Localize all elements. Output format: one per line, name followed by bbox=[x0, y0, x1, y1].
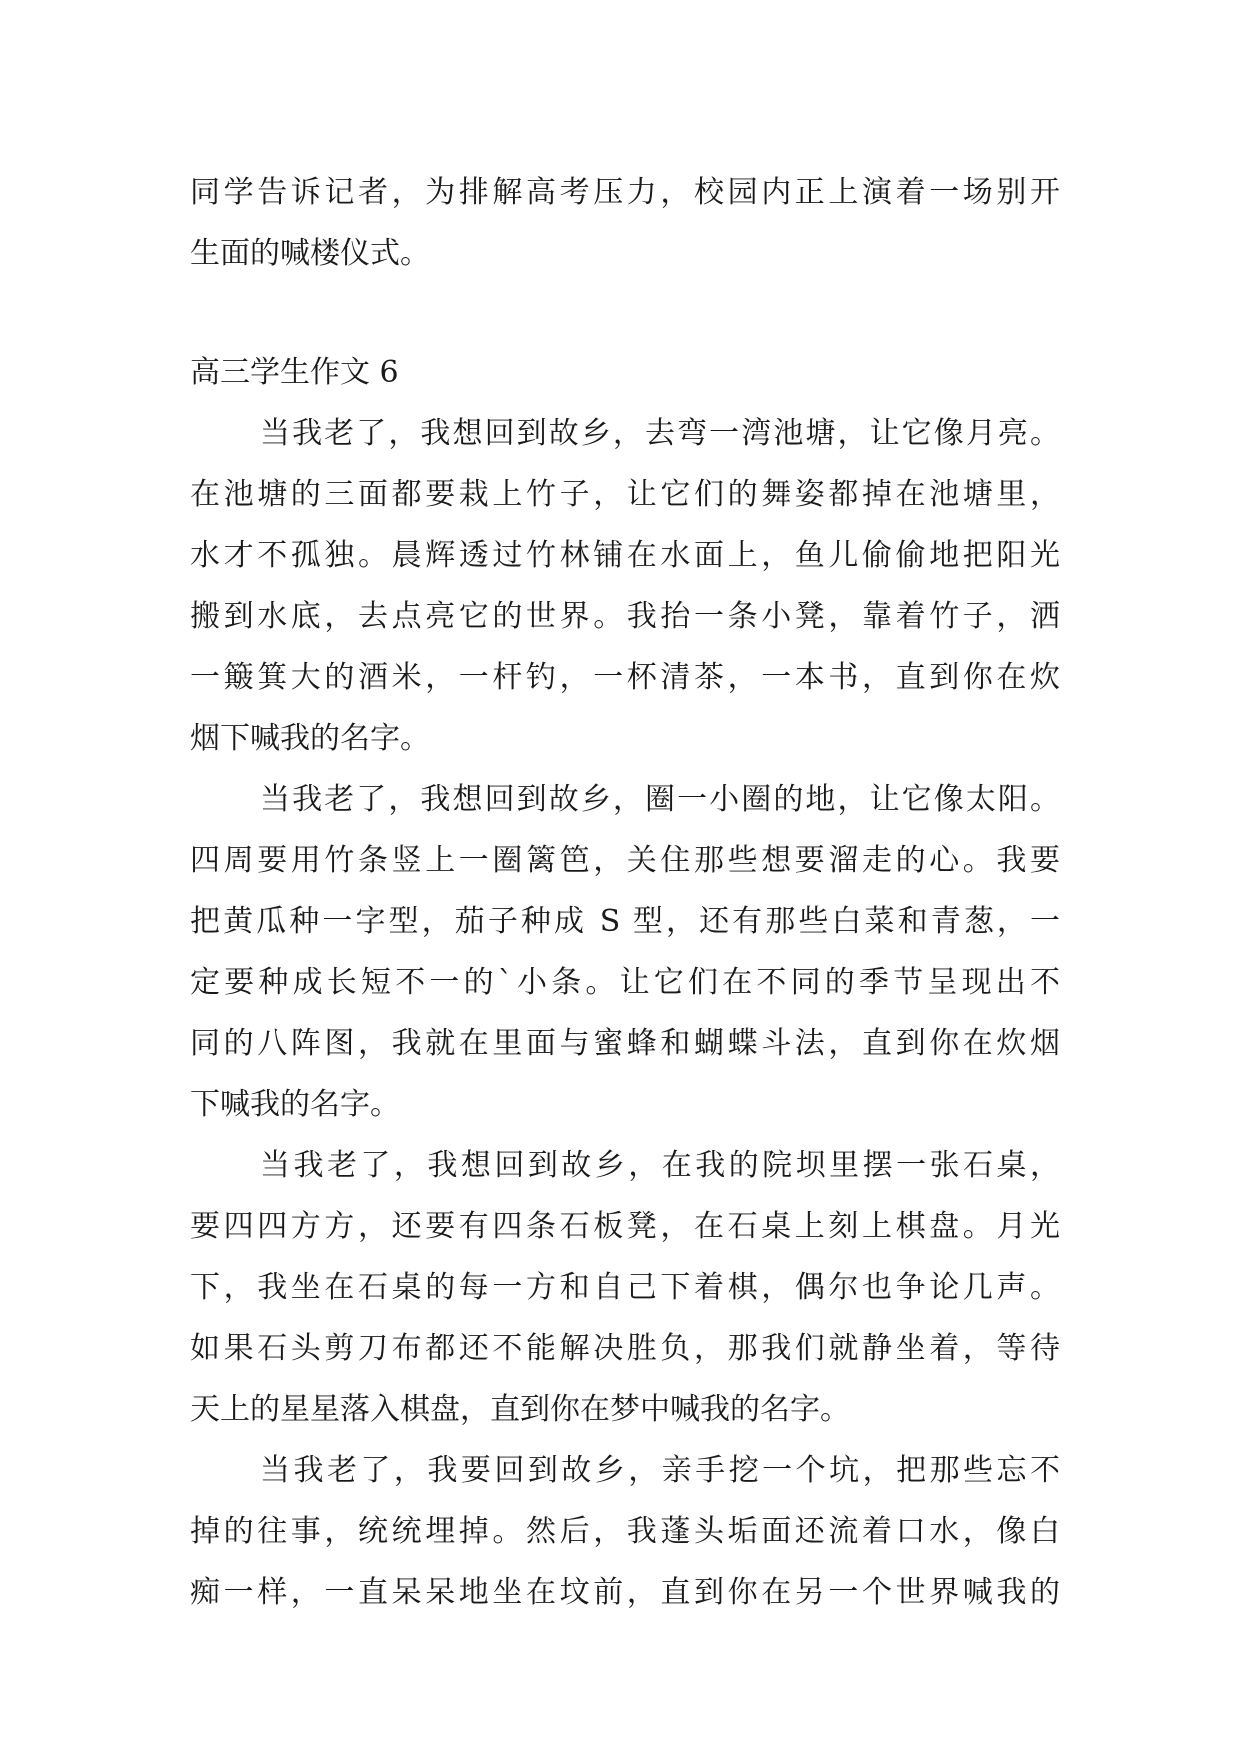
text-line: 把黄瓜种一字型，茄子种成 S 型，还有那些白菜和青葱，一 bbox=[190, 904, 1060, 939]
text-line: 四周要用竹条竖上一圈篱笆，关住那些想要溜走的心。我要 bbox=[190, 843, 1060, 878]
paragraph bbox=[190, 769, 1060, 1135]
paragraph bbox=[190, 1135, 1060, 1440]
paragraph-gap bbox=[190, 284, 1060, 342]
text-line: 痴一样，一直呆呆地坐在坟前，直到你在另一个世界喊我的 bbox=[190, 1575, 1060, 1610]
text-line: 烟下喊我的名字。 bbox=[190, 721, 430, 756]
text-line: 当我老了，我想回到故乡，圈一小圈的地，让它像太阳。 bbox=[260, 782, 1060, 817]
text-line: 当我老了，我想回到故乡，在我的院坝里摆一张石桌， bbox=[260, 1148, 1060, 1183]
paragraph bbox=[190, 403, 1060, 769]
text-line: 同学告诉记者，为排解高考压力，校园内正上演着一场别开 bbox=[190, 175, 1060, 210]
section-title: 高三学生作文 6 bbox=[190, 355, 399, 390]
document-body bbox=[190, 162, 1060, 1623]
text-line: 生面的喊楼仪式。 bbox=[190, 236, 430, 271]
text-line: 同的八阵图，我就在里面与蜜蜂和蝴蝶斗法，直到你在炊烟 bbox=[190, 1026, 1060, 1061]
text-line: 下，我坐在石桌的每一方和自己下着棋，偶尔也争论几声。 bbox=[190, 1270, 1060, 1305]
text-line: 一簸箕大的酒米，一杆钓，一杯清茶，一本书，直到你在炊 bbox=[190, 660, 1060, 695]
text-line: 下喊我的名字。 bbox=[190, 1087, 400, 1122]
text-line: 当我老了，我要回到故乡，亲手挖一个坑，把那些忘不 bbox=[260, 1453, 1060, 1488]
text-line: 当我老了，我想回到故乡，去弯一湾池塘，让它像月亮。 bbox=[260, 416, 1060, 451]
paragraph bbox=[190, 1440, 1060, 1623]
intro-paragraph bbox=[190, 162, 1060, 284]
text-line: 水才不孤独。晨辉透过竹林铺在水面上，鱼儿偷偷地把阳光 bbox=[190, 538, 1060, 573]
text-line: 定要种成长短不一的`小条。让它们在不同的季节呈现出不 bbox=[190, 965, 1060, 1000]
text-line: 在池塘的三面都要栽上竹子，让它们的舞姿都掉在池塘里， bbox=[190, 477, 1060, 512]
text-line: 要四四方方，还要有四条石板凳，在石桌上刻上棋盘。月光 bbox=[190, 1209, 1060, 1244]
text-line: 天上的星星落入棋盘，直到你在梦中喊我的名字。 bbox=[190, 1392, 850, 1427]
text-line: 掉的往事，统统埋掉。然后，我蓬头垢面还流着口水，像白 bbox=[190, 1514, 1060, 1549]
text-line: 搬到水底，去点亮它的世界。我抬一条小凳，靠着竹子，洒 bbox=[190, 599, 1060, 634]
text-line: 如果石头剪刀布都还不能解决胜负，那我们就静坐着，等待 bbox=[190, 1331, 1060, 1366]
